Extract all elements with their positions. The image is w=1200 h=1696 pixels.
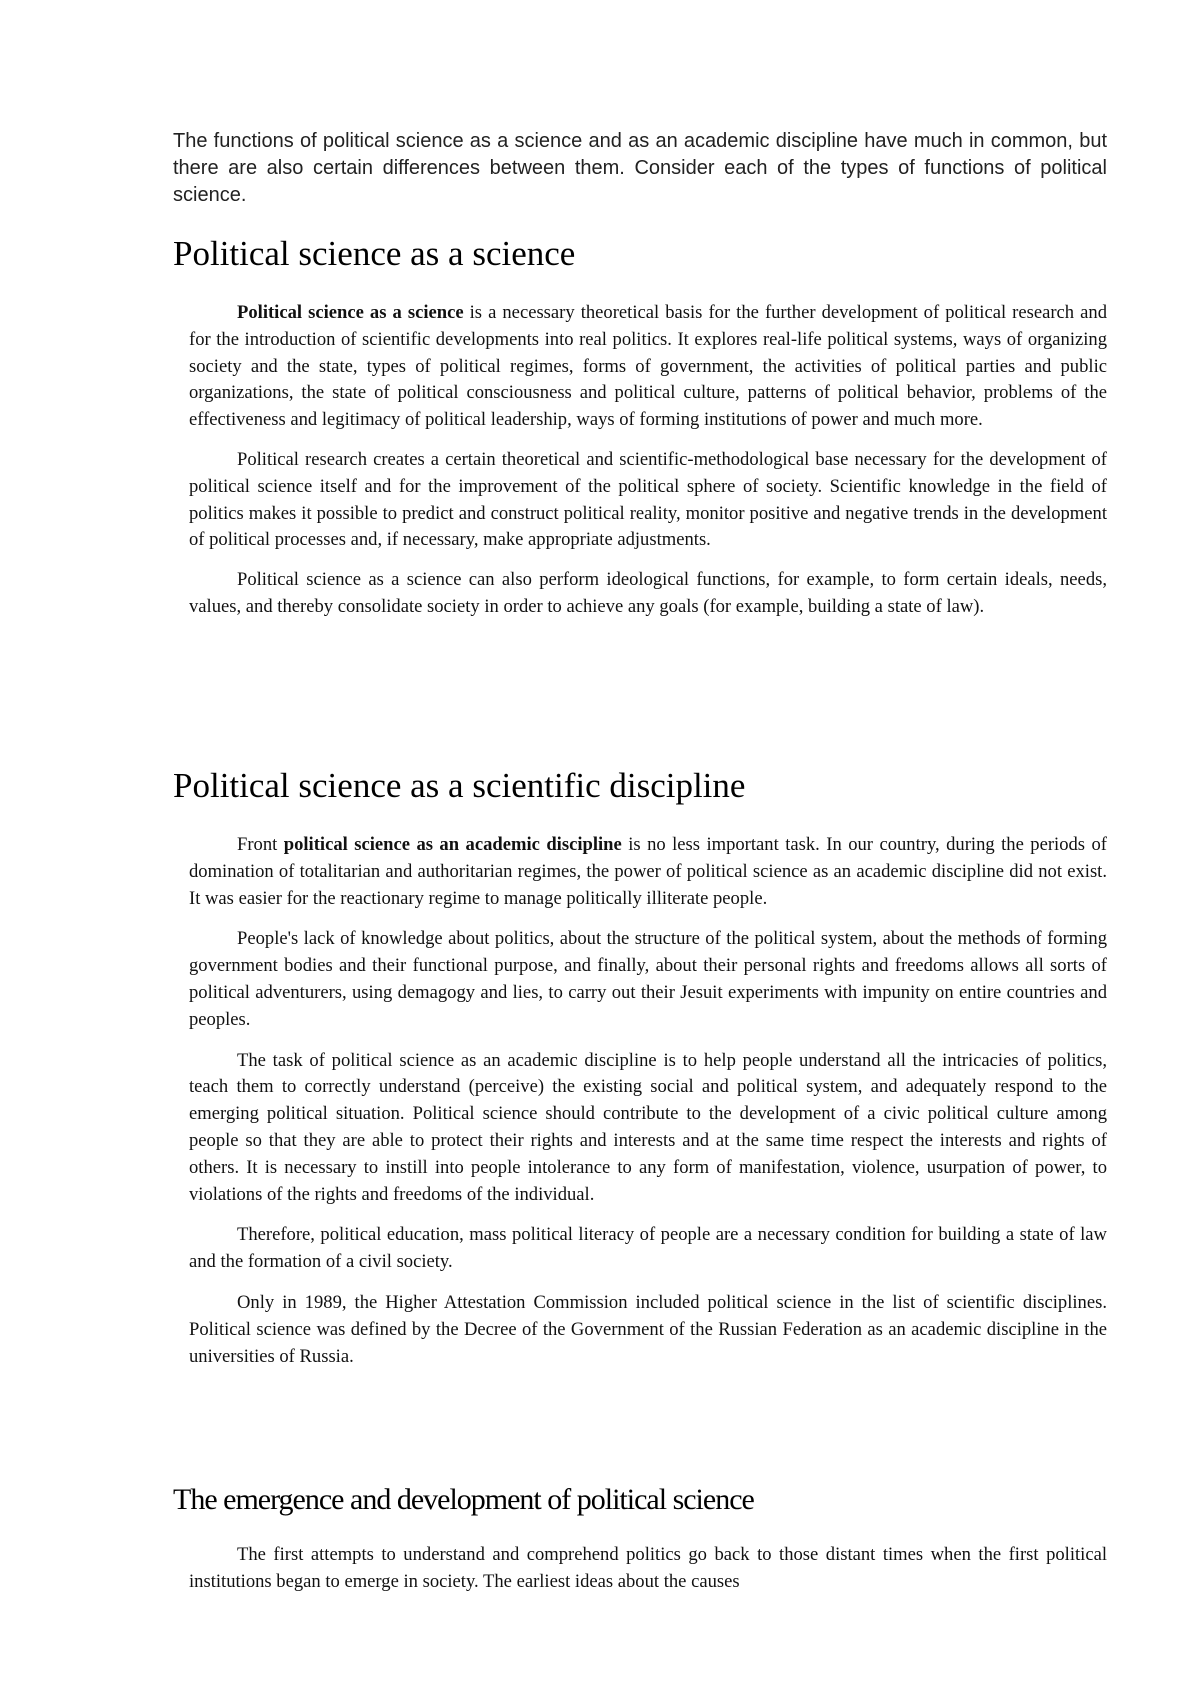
body-paragraph — [189, 832, 1107, 912]
paragraph-lead: Front — [237, 834, 284, 855]
body-paragraph: Political research creates a certain theoretical and scientific-methodological base necessary for the development of political science itself and for the improvement of the political sphere of society. Scientific knowledge in the field of politics makes it possible to predict and construct political reality, monitor positive and negative trends in the development of political processes and, if necessary, make appropriate adjustments. — [189, 448, 1107, 551]
section-heading-scientific-discipline: Political science as a scientific discipline — [173, 766, 746, 805]
body-paragraph: The task of political science as an academic discipline is to help people understand all the intricacies of politics, teach them to correctly understand (perceive) the existing social and political system, and adequately respond to the emerging political situation. Political science should contribute to the development of a civic political culture among people so that they are able to protect their rights and interests and at the same time respect the interests and rights of others. It is necessary to instill into people intolerance to any form of manifestation, violence, usurpation of power, to violations of the rights and freedoms of the individual. — [189, 1049, 1107, 1205]
section-heading-political-science-as-science: Political science as a science — [173, 234, 576, 273]
intro-paragraph: The functions of political science as a science and as an academic discipline have much in common, but there are also certain differences between them. Consider each of the types of functions of political science. — [173, 130, 1107, 206]
bold-term: Political science as a science — [237, 302, 464, 323]
section-body-scientific-discipline — [189, 832, 1107, 1370]
body-paragraph: People's lack of knowledge about politics, about the structure of the political system, about the methods of forming government bodies and their functional purpose, and finally, about their personal rights and freedoms allows all sorts of political adventurers, using demagogy and lies, to carry out their Jesuit experiments with impunity on entire countries and peoples. — [189, 928, 1107, 1030]
body-paragraph: Only in 1989, the Higher Attestation Commission included political science in the list of scientific disciplines. Political science was defined by the Decree of the Government of the Russian Federation as an academic discipline in the universities of Russia. — [189, 1291, 1107, 1367]
section-body-political-science-as-science — [189, 300, 1107, 621]
body-paragraph: Therefore, political education, mass political literacy of people are a necessary condition for building a state of law and the formation of a civil society. — [189, 1224, 1107, 1273]
paragraph-text: is no less important task. In our country, during the periods of domination of totalitarian and authoritarian regimes, the power of political science as an academic discipline did not exist. It was easier for the reactionary regime to manage politically illiterate people. — [189, 834, 1107, 909]
bold-term: political science as an academic discipline — [283, 834, 622, 855]
section-body-emergence-development — [189, 1542, 1107, 1596]
body-paragraph — [189, 300, 1107, 434]
body-paragraph: The first attempts to understand and comprehend politics go back to those distant times when the first political institutions began to emerge in society. The earliest ideas about the causes — [189, 1544, 1107, 1592]
paragraph-text: is a necessary theoretical basis for the further development of political research and for the introduction of scientific developments into real politics. It explores real-life political systems, ways of organizing society and the state, types of political regimes, forms of government, the activities of political parties and public organizations, the state of political consciousness and political culture, patterns of political behavior, problems of the effectiveness and legitimacy of political leadership, ways of forming institutions of power and much more. — [189, 302, 1107, 431]
body-paragraph: Political science as a science can also perform ideological functions, for example, to form certain ideals, needs, values, and thereby consolidate society in order to achieve any goals (for example, building a state of law). — [189, 569, 1107, 617]
section-heading-emergence-development: The emergence and development of political science — [173, 1483, 754, 1516]
